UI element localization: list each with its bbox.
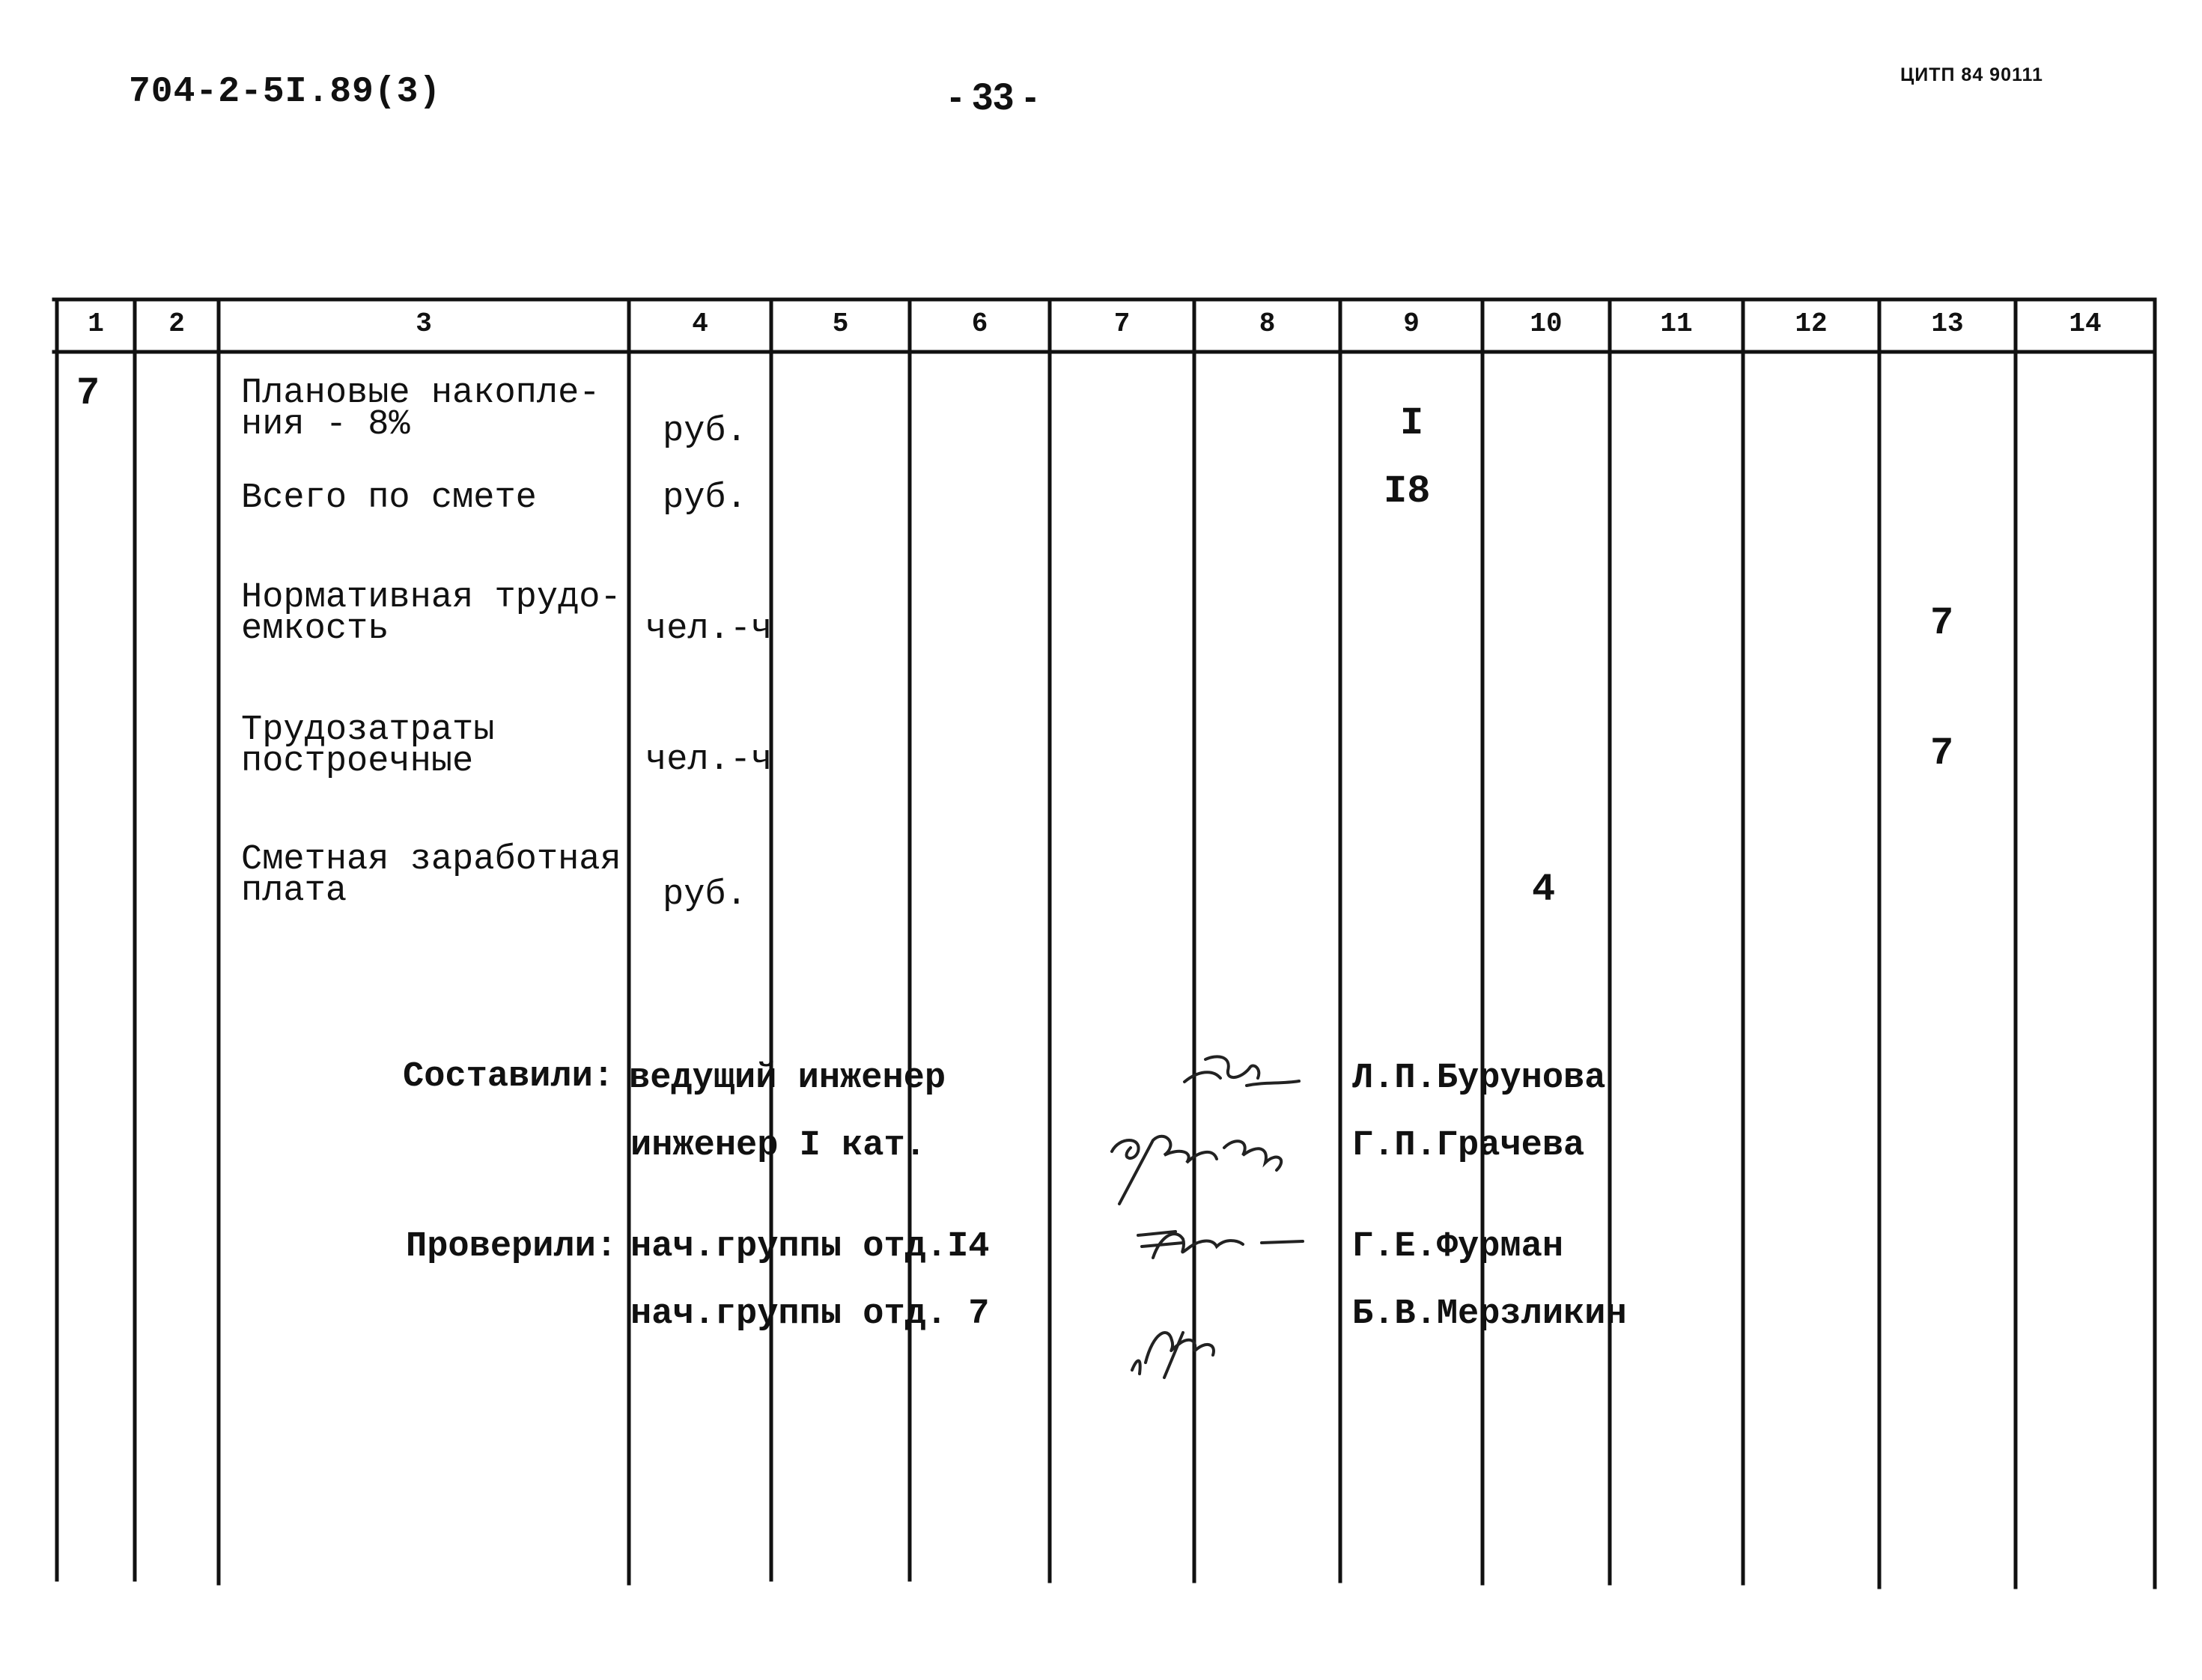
row-unit: руб. [663, 875, 747, 915]
cell-col9: I8 [1384, 469, 1431, 514]
column-number: 7 [1113, 308, 1131, 339]
handwritten-signature [1097, 1107, 1299, 1211]
compiled-label: Составили: [403, 1057, 615, 1097]
column-number: 9 [1403, 308, 1420, 339]
row-unit: чел.-ч [645, 740, 773, 780]
page-number: - 33 - [949, 76, 1037, 118]
column-number: 3 [416, 308, 432, 339]
column-number: 2 [168, 308, 185, 339]
signer-name: Л.П.Бурунова [1352, 1059, 1606, 1098]
signer-position: инженер I кат. [630, 1126, 926, 1166]
column-number: 14 [2069, 308, 2102, 339]
column-number: 8 [1259, 308, 1276, 339]
column-number: 10 [1530, 308, 1563, 339]
row-name: Плановые накопле- ния - 8% [241, 374, 600, 445]
column-number: 6 [971, 308, 988, 339]
row-unit: чел.-ч [645, 609, 773, 649]
handwritten-signature [1123, 1303, 1235, 1385]
column-number: 1 [88, 308, 104, 339]
document-code: 704-2-5I.89(3) [129, 72, 442, 112]
signer-position: нач.группы отд.I4 [630, 1227, 990, 1267]
row-unit: руб. [663, 412, 747, 451]
column-number: 4 [692, 308, 708, 339]
signer-position: ведущий инженер [629, 1059, 946, 1098]
handwritten-signature [1131, 1213, 1310, 1273]
row-name: Трудозатраты построечные [241, 710, 495, 782]
row-unit: руб. [663, 478, 747, 518]
cell-col13: 7 [1930, 731, 1954, 776]
checked-label: Проверили: [406, 1227, 618, 1267]
column-number: 11 [1660, 308, 1693, 339]
cell-col10: 4 [1532, 868, 1556, 912]
signer-name: Б.В.Мерзликин [1352, 1294, 1627, 1334]
column-number: 13 [1931, 308, 1964, 339]
archive-stamp: ЦИТП 84 90111 [1900, 64, 2043, 85]
cell-col13: 7 [1930, 601, 1954, 645]
signer-position: нач.группы отд. 7 [630, 1294, 990, 1334]
cell-col9: I [1400, 401, 1424, 445]
row-number: 7 [76, 371, 100, 416]
column-number: 5 [832, 308, 849, 339]
handwritten-signature [1175, 1041, 1325, 1108]
row-name: Всего по смете [241, 478, 537, 518]
column-number: 12 [1795, 308, 1828, 339]
row-name: Сметная заработная плата [241, 840, 621, 911]
row-name: Нормативная трудо- емкость [241, 578, 621, 649]
signer-name: Г.П.Грачева [1352, 1126, 1585, 1166]
signer-name: Г.Е.Фурман [1352, 1227, 1564, 1267]
